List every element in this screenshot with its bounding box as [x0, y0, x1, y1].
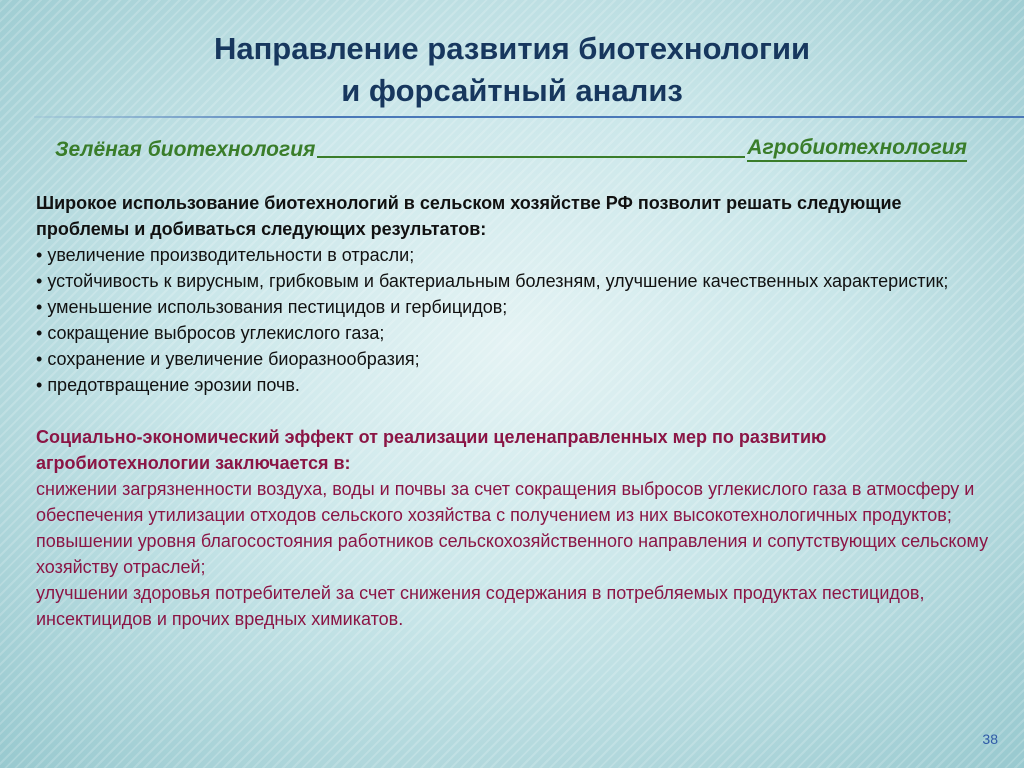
subtitle-underline: [317, 155, 745, 158]
effect-item: повышении уровня благосостояния работников сельскохозяйственного направления и сопутствующих сельскому хозяйству отраслей;: [36, 531, 989, 577]
effect-heading: Социально-экономический эффект от реализации целенаправленных мер по развитию агробиотехнологии заключается в:: [36, 427, 827, 473]
intro-paragraph: Широкое использование биотехнологий в сельском хозяйстве РФ позволит решать следующие проблемы и добиваться следующих результатов:: [36, 193, 902, 239]
slide-title-line-2: и форсайтный анализ: [341, 73, 683, 108]
slide-title-line-1: Направление развития биотехнологии: [213, 31, 811, 66]
results-list: [36, 242, 996, 398]
list-item: • увеличение производительности в отрасли;: [36, 242, 996, 268]
list-item: • сохранение и увеличение биоразнообразия;: [36, 346, 996, 372]
spacer: [36, 398, 996, 424]
effect-item: снижении загрязненности воздуха, воды и почвы за счет сокращения выбросов углекислого газа в атмосферу и обеспечения утилизации отходов сельского хозяйства с получением из них высокотехнологичных продуктов;: [36, 479, 975, 525]
effect-section: [36, 424, 996, 632]
subtitle-row: [55, 134, 967, 162]
page-number: 38: [982, 731, 998, 747]
effect-item: улучшении здоровья потребителей за счет снижения содержания в потребляемых продуктах пестицидов, инсектицидов и прочих вредных химикатов.: [36, 583, 925, 629]
list-item: • предотвращение эрозии почв.: [36, 372, 996, 398]
slide-body: [36, 190, 996, 632]
list-item: • сокращение выбросов углекислого газа;: [36, 320, 996, 346]
subtitle-green-biotech: Зелёная биотехнология: [55, 138, 316, 161]
list-item: • устойчивость к вирусным, грибковым и бактериальным болезням, улучшение качественных характеристик;: [36, 268, 996, 294]
slide-title: [0, 28, 1024, 112]
title-divider: [34, 116, 1024, 118]
subtitle-agrobiotech: Агробиотехнология: [747, 136, 967, 162]
list-item: • уменьшение использования пестицидов и гербицидов;: [36, 294, 996, 320]
